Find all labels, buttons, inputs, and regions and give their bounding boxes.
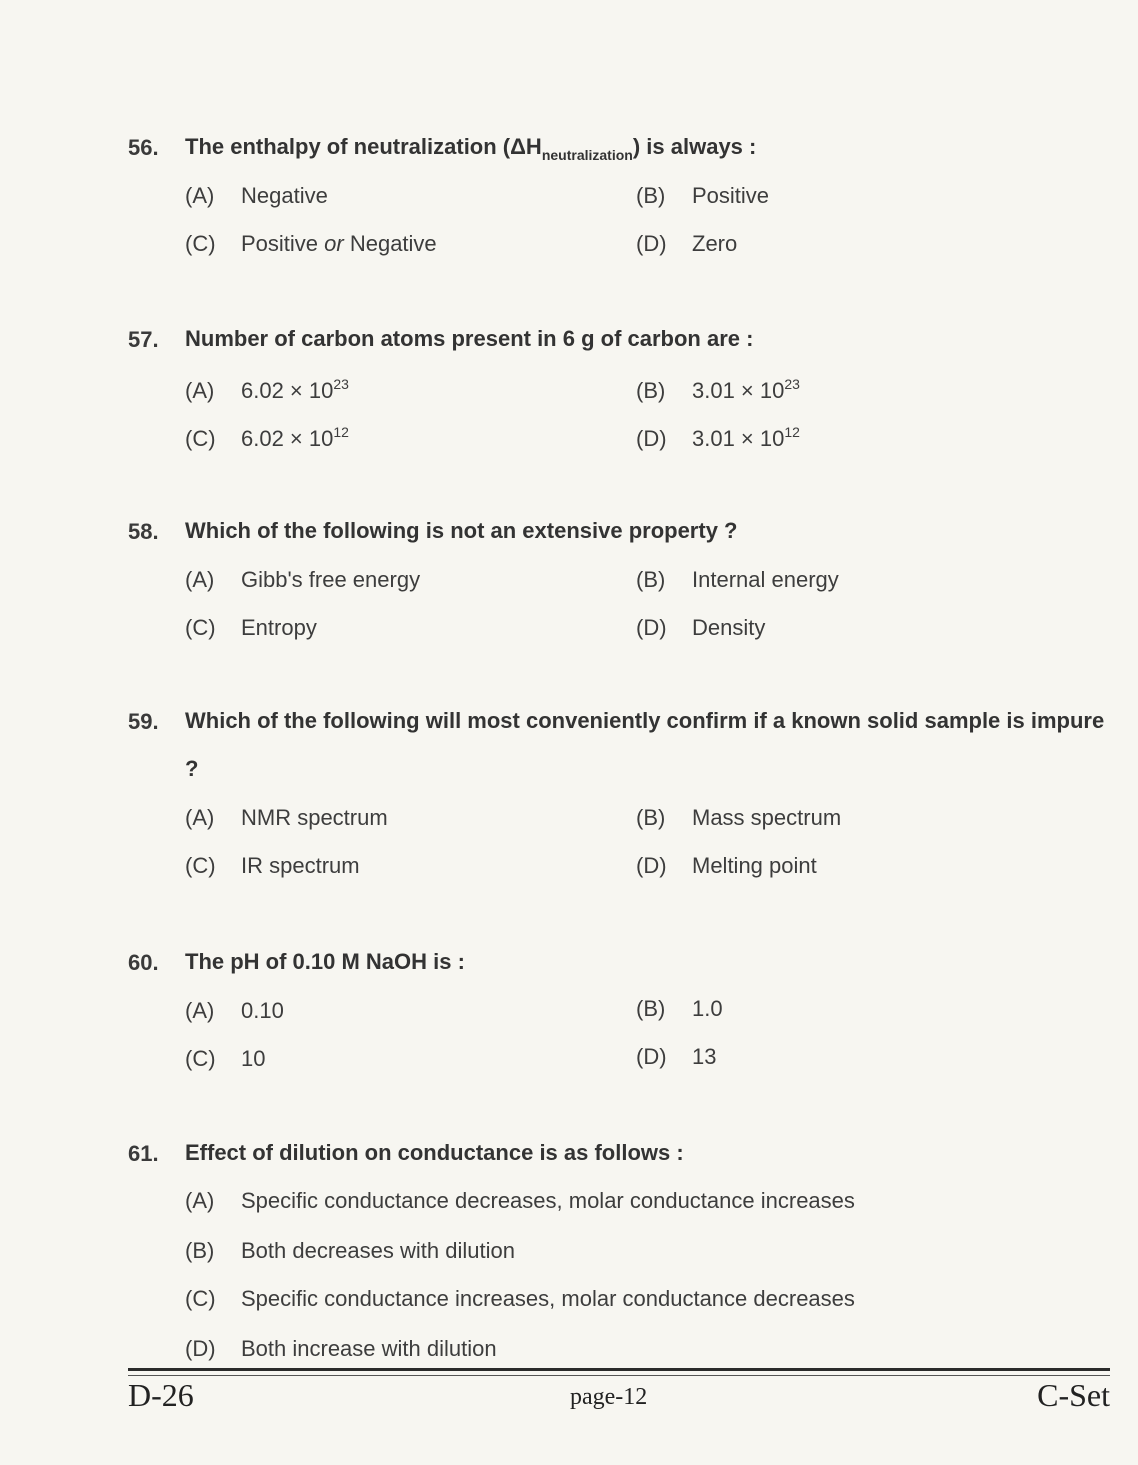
question-number: 60. [128, 950, 159, 975]
option-d [185, 1336, 497, 1362]
option-label: (B) [636, 805, 666, 830]
option-d [636, 853, 817, 879]
question-text: Number of carbon atoms present in 6 g of carbon are : [185, 326, 754, 351]
option-label: (B) [636, 567, 666, 592]
option-text: Specific conductance decreases, molar conductance increases [241, 1188, 855, 1213]
option-text: Positive [692, 183, 770, 208]
option-text: Both decreases with dilution [241, 1238, 515, 1263]
option-b [636, 376, 800, 404]
exponent: 12 [333, 424, 349, 440]
option-text: Internal energy [692, 567, 839, 592]
question-text-part: The enthalpy of neutralization (ΔH [185, 134, 542, 159]
footer-rule [128, 1368, 1110, 1371]
option-label: (C) [185, 1046, 216, 1071]
option-b [636, 183, 769, 209]
question-text: Which of the following will most conveniently confirm if a known solid sample is impure ? [185, 708, 1105, 781]
option-text: 6.02 × 10 [241, 378, 334, 403]
option-c [185, 1046, 265, 1072]
option-label: (B) [636, 996, 666, 1021]
option-text: Positive [241, 231, 325, 256]
option-text: 10 [241, 1046, 266, 1071]
option-c [185, 615, 317, 641]
subscript-text: neutralization [541, 147, 633, 163]
option-label: (D) [185, 1336, 216, 1361]
exponent: 12 [784, 424, 800, 440]
option-label: (A) [185, 1188, 215, 1213]
option-text-italic: or [324, 231, 344, 256]
option-label: (A) [185, 183, 215, 208]
paper-code: D-26 [128, 1377, 194, 1413]
option-text: Melting point [692, 853, 817, 878]
question-number: 57. [128, 327, 159, 352]
option-d [636, 424, 800, 452]
option-label: (A) [185, 567, 215, 592]
option-d [636, 615, 765, 641]
option-a [185, 183, 328, 209]
option-c [185, 424, 349, 452]
option-b [185, 1238, 515, 1264]
option-text: Both increase with dilution [241, 1336, 497, 1361]
footer-rule-thin [128, 1375, 1110, 1376]
option-label: (B) [636, 183, 666, 208]
option-label: (B) [636, 378, 666, 403]
option-a [185, 567, 420, 593]
option-text: Negative [241, 183, 328, 208]
option-label: (D) [636, 853, 667, 878]
option-label: (D) [636, 426, 667, 451]
option-label: (A) [185, 378, 215, 403]
option-label: (D) [636, 615, 667, 640]
option-a [185, 805, 388, 831]
option-text: IR spectrum [241, 853, 360, 878]
option-label: (D) [636, 231, 667, 256]
question-number: 61. [128, 1141, 159, 1166]
option-text: 3.01 × 10 [692, 426, 785, 451]
option-label: (C) [185, 426, 216, 451]
option-c [185, 853, 360, 879]
option-label: (B) [185, 1238, 215, 1263]
question-text: Which of the following is not an extensive property ? [185, 518, 738, 543]
option-text: 13 [692, 1044, 717, 1069]
option-b [636, 996, 723, 1022]
question-number: 58. [128, 519, 159, 544]
question-text [185, 123, 1115, 179]
option-label: (A) [185, 998, 215, 1023]
question-text: The pH of 0.10 M NaOH is : [185, 949, 465, 974]
question-number: 56. [128, 135, 159, 160]
option-text: NMR spectrum [241, 805, 388, 830]
exponent: 23 [784, 376, 800, 392]
question-text-part: ) is always : [632, 134, 757, 159]
option-b [636, 805, 841, 831]
option-a [185, 376, 349, 404]
option-d [636, 231, 737, 257]
option-text: Specific conductance increases, molar conductance decreases [241, 1286, 855, 1311]
option-label: (C) [185, 615, 216, 640]
option-text: Density [692, 615, 766, 640]
option-text: Entropy [241, 615, 317, 640]
option-label: (C) [185, 1286, 216, 1311]
option-a [185, 998, 284, 1024]
option-label: (D) [636, 1044, 667, 1069]
option-a [185, 1188, 855, 1214]
set-label: C-Set [1037, 1377, 1110, 1413]
option-text: 0.10 [241, 998, 284, 1023]
option-c [185, 1286, 855, 1312]
option-text: Zero [692, 231, 738, 256]
option-c [185, 231, 437, 257]
option-d [636, 1044, 716, 1070]
question-number: 59. [128, 709, 159, 734]
option-label: (C) [185, 853, 216, 878]
option-label: (C) [185, 231, 216, 256]
option-label: (A) [185, 805, 215, 830]
question-text: Effect of dilution on conductance is as follows : [185, 1140, 684, 1165]
option-text: Gibb's free energy [241, 567, 421, 592]
option-text: 3.01 × 10 [692, 378, 785, 403]
option-b [636, 567, 839, 593]
option-text: Mass spectrum [692, 805, 842, 830]
option-text: 6.02 × 10 [241, 426, 334, 451]
exponent: 23 [333, 376, 349, 392]
option-text: 1.0 [692, 996, 723, 1021]
option-text: Negative [343, 231, 437, 256]
page-number: page-12 [570, 1384, 648, 1410]
